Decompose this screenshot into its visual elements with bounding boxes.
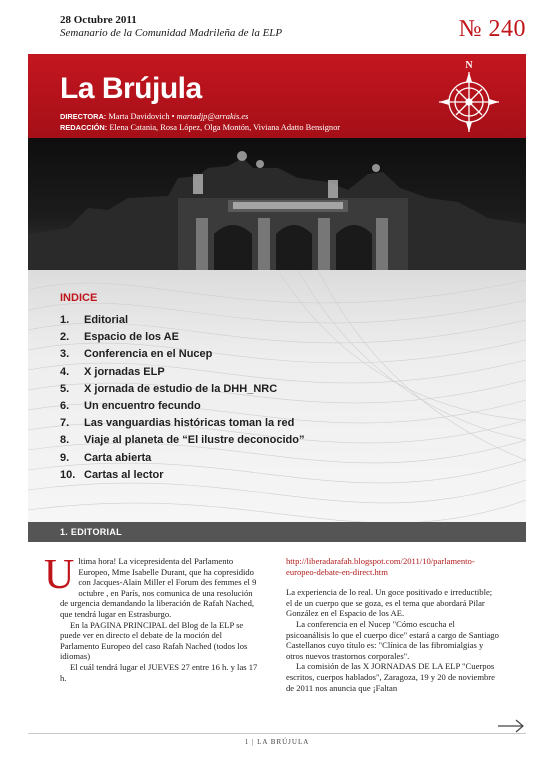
director-label: DIRECTORA: bbox=[60, 112, 107, 121]
article-column-right bbox=[286, 556, 500, 693]
footer-separator: | bbox=[251, 738, 255, 746]
index-item[interactable]: 9. Carta abierta bbox=[60, 451, 152, 464]
header-meta bbox=[60, 14, 282, 40]
footer-divider bbox=[28, 733, 526, 734]
publication-subtitle: Semanario de la Comunidad Madrileña de la ELP bbox=[60, 27, 283, 39]
index-item[interactable]: 8. Viaje al planeta de “El ilustre deconocido” bbox=[60, 434, 305, 447]
compass-north-letter: N bbox=[465, 60, 473, 71]
masthead-band bbox=[28, 54, 526, 138]
article-paragraph: La experiencia de lo real. Un goce positivado e irreductible; el de un cuerpo que se goza, es el tema que abordará Pilar González en el Espacio de los AE. bbox=[286, 587, 493, 619]
staff-credits bbox=[60, 112, 340, 133]
redaccion-label: REDACCIÓN: bbox=[60, 122, 108, 132]
index-heading: INDICE bbox=[60, 292, 98, 304]
index-item[interactable]: 1. Editorial bbox=[60, 314, 129, 326]
index-item[interactable]: 5. X jornada de estudio de la DHH_NRC bbox=[60, 382, 278, 395]
article-paragraph: El cuál tendrá lugar el JUEVES 27 entre 16 h. y las 17 h. bbox=[60, 661, 258, 683]
issue-date: 28 Octubre 2011 bbox=[60, 14, 137, 26]
redaccion-line bbox=[60, 123, 340, 134]
page-footer bbox=[0, 738, 554, 746]
article-paragraph: La conferencia en el Nucep "Cómo escucha el psicoanálisis lo que el cuerpo dice" estará a cargo de Santiago Castellanos cuyo título es: "Clínica de las fibromialgias y otros nuevos trastornos corporales". bbox=[286, 618, 499, 661]
page-number: 1 bbox=[244, 738, 250, 746]
drop-cap: U bbox=[44, 552, 75, 598]
issue-number: № 240 bbox=[458, 16, 526, 42]
index-item[interactable]: 7. Las vanguardias históricas toman la red bbox=[60, 417, 295, 430]
compass-icon bbox=[434, 58, 504, 134]
footer-label: LA BRÚJULA bbox=[257, 738, 310, 746]
index-panel bbox=[28, 270, 526, 522]
index-item[interactable]: 3. Conferencia en el Nucep bbox=[60, 348, 213, 361]
publication-logo: La Brújula bbox=[60, 72, 202, 105]
index-item[interactable]: 10. Cartas al lector bbox=[60, 468, 164, 481]
article-paragraph: En la PAGINA PRINCIPAL del Blog de la ELP se puede ver en directo el debate de la moción del Parlamento Europeo del caso Rafah Nached (todos los idiomas) bbox=[60, 619, 248, 662]
article-link[interactable]: http://liberadarafah.blogspot.com/2011/10/parlamento-europeo-debate-en-direct.htm bbox=[286, 556, 475, 577]
next-page-arrow-icon[interactable] bbox=[496, 718, 526, 734]
bullet-separator: • bbox=[171, 112, 175, 121]
index-item[interactable]: 4. X jornadas ELP bbox=[60, 365, 165, 378]
director-name: Marta Davidovich bbox=[108, 112, 170, 121]
index-item[interactable]: 6. Un encuentro fecundo bbox=[60, 400, 201, 413]
director-email[interactable]: martadjp@arrakis.es bbox=[176, 112, 249, 121]
index-item[interactable]: 2. Espacio de los AE bbox=[60, 331, 179, 344]
monument-night-photo bbox=[28, 138, 526, 270]
article-paragraph: La comisión de las X JORNADAS DE LA ELP "Cuerpos escritos, cuerpos hablados", Zaragoza, 19 y 20 de noviembre de 2011 nos anuncia que ¡Faltan bbox=[286, 661, 495, 693]
article-column-left bbox=[44, 552, 260, 683]
redaccion-names: Elena Catania, Rosa López, Olga Montón, Viviana Adatto Bensignor bbox=[109, 122, 341, 132]
index-list bbox=[60, 312, 304, 484]
section-title: 1. EDITORIAL bbox=[60, 527, 122, 537]
article-paragraph: Ultima hora! La vicepresidenta del Parlamento Europeo, Mme Isabelle Durant, que ha copresidido con Jacques-Alain Miller el Forum des femmes el 9 octubre , en París, nos comunica de una resolución de urgencia demandando la liberación de Rafah Nached, que tendrá lugar en Estrasburgo. bbox=[44, 552, 257, 619]
director-line bbox=[60, 112, 340, 123]
section-header-bar bbox=[28, 522, 526, 542]
